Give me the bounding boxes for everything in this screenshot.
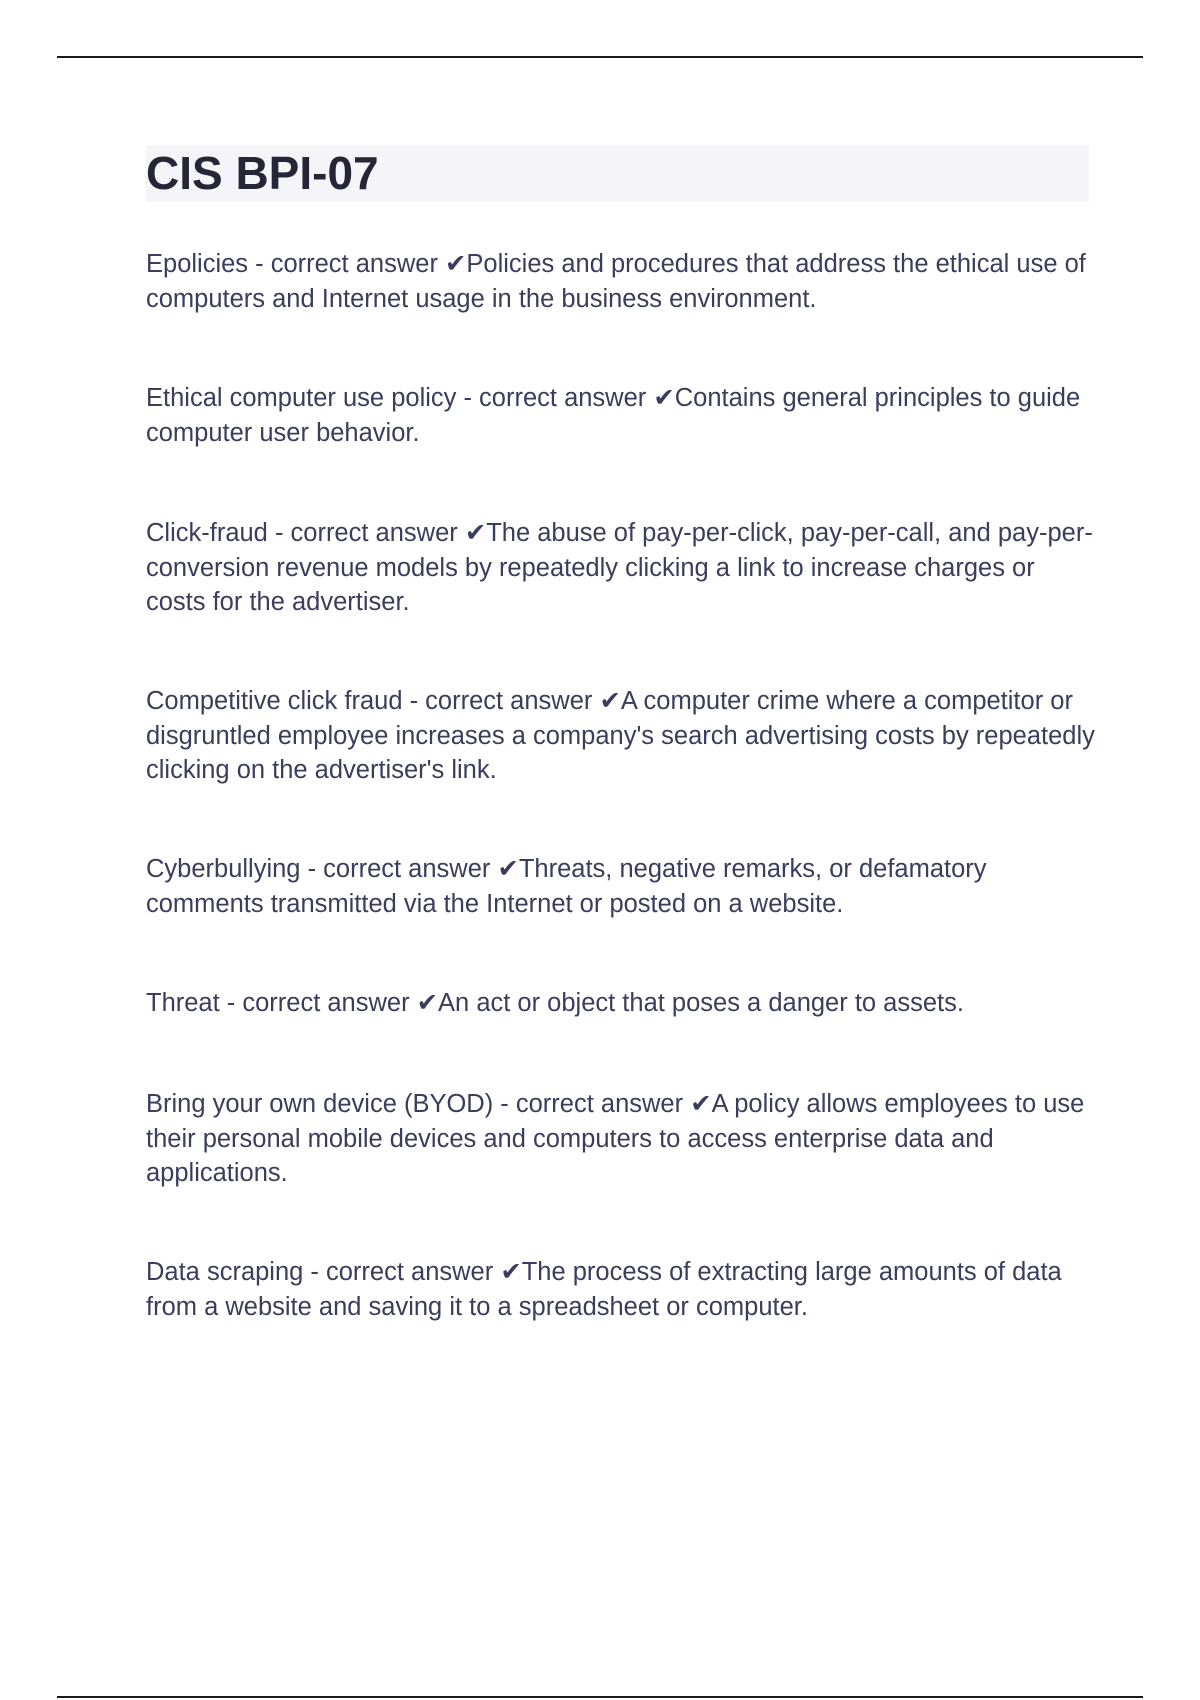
flashcard-entry [146,684,1096,788]
check-icon: ✔ [445,250,467,278]
check-icon: ✔ [500,1258,522,1286]
entry-term: Bring your own device (BYOD) - correct answer [146,1090,691,1118]
check-icon: ✔ [464,519,487,547]
page-header-rule [57,56,1143,58]
entry-term: Ethical computer use policy - correct answer [146,384,654,412]
page-footer-rule [57,1696,1143,1698]
entry-definition: Contains general principles to guide computer user behavior. [146,384,1081,447]
entry-term: Cyberbullying - correct answer [146,855,498,883]
check-icon: ✔ [416,989,439,1017]
flashcard-entry [146,1255,1096,1324]
check-icon: ✔ [690,1090,712,1118]
entry-definition: A computer crime where a competitor or disgruntled employee increases a company's search advertising costs by repeatedly clicking on the advertiser's link. [146,687,1095,784]
entry-term: Click-fraud - correct answer [146,519,465,547]
entry-definition: The abuse of pay-per-click, pay-per-call, and pay-per-conversion revenue models by repeatedly clicking a link to increase charges or costs for the advertiser. [146,519,1093,616]
flashcard-entry [146,381,1096,450]
check-icon: ✔ [599,687,621,715]
flashcard-entry [146,516,1096,620]
entry-term: Competitive click fraud - correct answer [146,687,600,715]
entry-definition: A policy allows employees to use their personal mobile devices and computers to access enterprise data and applications. [146,1090,1085,1187]
flashcard-entry [146,986,1096,1021]
entry-definition: Threats, negative remarks, or defamatory comments transmitted via the Internet or posted on a website. [146,855,987,918]
flashcard-entry [146,1087,1096,1191]
entry-term: Threat - correct answer [146,989,417,1017]
entry-definition: The process of extracting large amounts of data from a website and saving it to a spreadsheet or computer. [146,1258,1062,1321]
document-title: CIS BPI-07 [146,147,379,199]
check-icon: ✔ [497,855,519,883]
flashcard-entry [146,852,1096,921]
entry-definition: Policies and procedures that address the ethical use of computers and Internet usage in the business environment. [146,250,1086,313]
entry-term: Data scraping - correct answer [146,1258,501,1286]
check-icon: ✔ [653,384,675,412]
flashcard-entry [146,247,1096,316]
entry-definition: An act or object that poses a danger to assets. [438,989,964,1017]
entry-term: Epolicies - correct answer [146,250,446,278]
